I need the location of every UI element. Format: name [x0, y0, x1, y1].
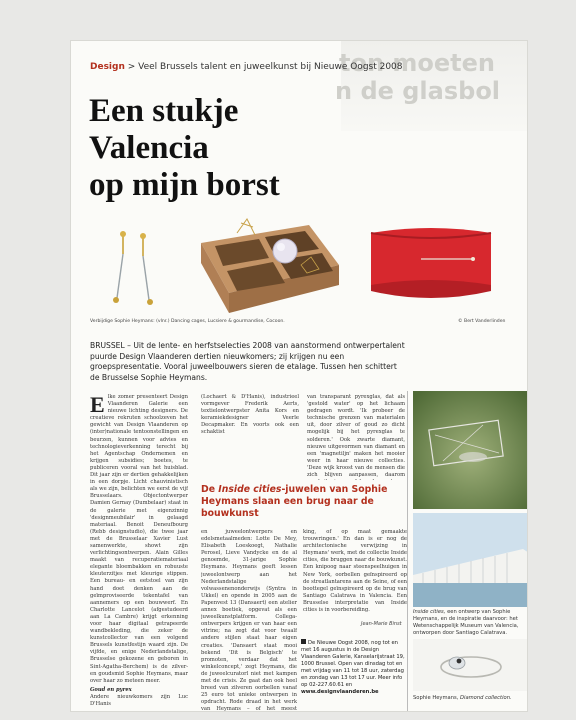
side-caption	[413, 695, 527, 702]
photo-credit: © Bert Vanderlinden	[458, 319, 506, 324]
body-text: en juweelontwerpers en edelsmetaalmeden: Lotte De Mey, Elisabeth Loeskoegt, Nathalie Perosel, Lieve Vandycke en de al genoemde, 31-jarige Sophie Heymans. Heymans geeft lessen juweelontwerp aan het Nederlandstalige volwassenenonderwijs (Syntra in Ukkel) en opende in 2005 aan de Papenvest 13 (Dansaert) een atelier annex boetiek, opgevat als een juweelkunstplatform. Collega-ontwerpers krijgen er van haar een vitrine; na zegt dat voor twaalf andere stijlen staat haar eigen creaties. 'Dansaert staat mooi bekend 'Dit is Belgisch' te promoten, verdaar dat het winkelconcept,' zegt Heymans, die de juweelcuratorl niet met kampen met de crisis. Ze gaat dan ook heel breed van zilveren oorbellen vanaf 25 euro tot unieke ontwerpen in opdracht. Rode draad in het werk van Heymans – of het meest	[201, 529, 297, 712]
background-text: ton moeten	[339, 49, 496, 77]
diamond-ring-photo	[413, 639, 528, 691]
pull-quote-text: De	[201, 484, 219, 495]
jewelry-box-photo	[189, 213, 349, 321]
photo-caption: Verbijdige Sophie Heymans: (vlnr.) Dancing cages, Lucsiere & gourmandise, Cocoon.	[90, 319, 285, 324]
body-text: van transparant pyrexglas, dat als 'gestold water' op het lichaam gedragen wordt. 'Ik probeer de technische grenzen van materialen uit, door zilver of goud zo dicht mogelijk bij het pyrexglas te solderen.' Ook zwarte diamant, nieuwe uitgevormen van diamant en een 'magnetiljn' maken het mooier weer in haar nieuwe collecties. 'Deze wijk kroost van de mensen die zich blijven aanpassen, daarom	[307, 394, 405, 479]
intro-paragraph: BRUSSEL – Uit de lente- en herfstselecties 2008 van aanstormend ontwerpertalent puurde Design Vlaanderen dertien nieuwkomers; zij krijgen nu een groepspresentatie. Vooral juweelbouwers sieren de etalage. Tussen hen schittert de Brusselse Sophie Heymans.	[90, 341, 405, 382]
drop-cap: E	[90, 394, 105, 417]
info-box	[301, 639, 409, 696]
kicker-topic: Veel Brussels talent en juweelkunst bij Nieuwe Oogst 2008	[138, 62, 403, 72]
valencia-museum-photo	[413, 513, 528, 607]
body-column-3-bottom	[303, 529, 407, 619]
section-label: Design	[90, 62, 125, 72]
subheading: Goud en pyrex	[90, 686, 132, 693]
info-text: De Nieuwe Oogst 2008, nog tot en met 16 augustus in de Design Vlaanderen Galerie, Kanselarijstraat 19, 1000 Brussel. Open van dinsdag tot en met vrijdag van 11 tot 18 uur, zaterdag en zondag van 13 tot 17 uur. Meer info op 02-227.60.61 en	[301, 640, 405, 688]
brooch-photo	[413, 391, 528, 509]
body-column-2-top	[201, 394, 299, 480]
kicker	[90, 62, 403, 72]
caption-emphasis: Inside cities,	[413, 609, 446, 615]
headline-line: op mijn borst	[89, 167, 280, 203]
caption-text: Sophie Heymans,	[413, 695, 461, 701]
body-text: king, of op maat gemaakte trouwringen.' En dan is er nog de architectonische verwijzing in Heymans' werk, met de collectie Inside cities, die bruggen naar de bouwkunst. Een knipoog naar steenspeelhuigen in New York, oorbellen geïnspireerd op de streatlantarens aan de Seine, of een boottegel geïnspireerd op de brug van Santiago Calatrava in Valencia. Een Brusselse interpretatie van Inside cities is in voorbereiding.	[303, 529, 407, 614]
body-text: (Lochaert & D'Hanis), industrieel vormgever Frederik Aerts, textielontwerpster Anita Kors en keramiekdesigner Veerle Decapmaker. En voorts ook een schaktist	[201, 394, 299, 436]
pull-quote-emphasis: Inside cities	[218, 484, 282, 495]
kicker-separator: >	[124, 62, 139, 72]
headline-line: Een stukje Valencia	[89, 93, 239, 166]
headline	[89, 93, 339, 204]
side-caption	[413, 609, 527, 637]
background-text: n de glasbol	[335, 77, 501, 105]
body-text: lke zomer presenteert Design Vlaanderen Galerie een nieuwe lichting designers. De creatieve rekruten schoolzeven het gewicht van Design Vlaanderen op (inter)nationale tentoonstellingen en beurzen, kunnen voor advies en technologieverkenning terecht bij het Agentschap Ondernemen en krijgen subsidies; boetes, te publiceren vooral van het huisblad. Dit jaar zijn er dertien gehakkelijken in een dorpje. Licht chauvinistisch als we zijn, belichten we eerst de vijf Brusselaars. Objectontwerper Damien Gernay (Dumbelaar) staat in de galerie met eigenzinnig 'designmeubilair' in gelaagd materiaal. Benoit Deneufbourg (Rebb designstudio), die twee jaar met de Brusselaar Xavier Lust samenwerkte, showt zijn verlichtingsontwerpen. Alain Gilles maakt van recuperatiemateriaal elegante bloembakken en robuuste kleuterzitjes met kleurige stippen. Een bureau- en eetstoel van zijn hand doet denken aan de geïmproviseerde tekentafel van aannemers op een bouwwerf. En Charlotte Lancelot (afgestudeerd aan La Cambre) krijgt erkenning voor haar digitaal getrapeerde wandbekleding, die zeker de kunstcollector van een volgend Brussels kunstfestijn waard zijn. De vijfde, en enige Nederlandstalige, Brusselse gekozene en geboren in Sint-Agatha-Berchem) is de zilver- en goudsmid Sophie Heymans, maar over haar zo meteen meer.	[90, 394, 188, 684]
pull-quote	[201, 484, 401, 521]
earrings-photo	[89, 226, 169, 308]
body-column-3-top	[307, 394, 405, 480]
caption-text: een ontwerp van Sophie Heymans, en de inspiratie daarvoor: het Wetenschappelijk Museum van Valencia, ontworpen door Santiago Calatrava.	[413, 609, 519, 636]
body-column-2-bottom	[201, 529, 297, 712]
column-divider	[407, 391, 408, 712]
info-url: www.designvlaanderen.be	[301, 689, 379, 695]
info-bullet	[301, 639, 306, 644]
red-cuff-photo	[361, 215, 501, 315]
magazine-page	[70, 40, 528, 712]
body-text: Andere nieuwkomers zijn Luc D'Hanis	[90, 693, 188, 708]
caption-emphasis: Diamond collection.	[460, 695, 512, 701]
body-column-1	[90, 394, 188, 712]
pull-quote-text: -juwelen van Sophie Heymans slaan een brug naar de bouwkunst	[201, 484, 388, 520]
byline: Jean-Marie Binst	[361, 621, 402, 627]
